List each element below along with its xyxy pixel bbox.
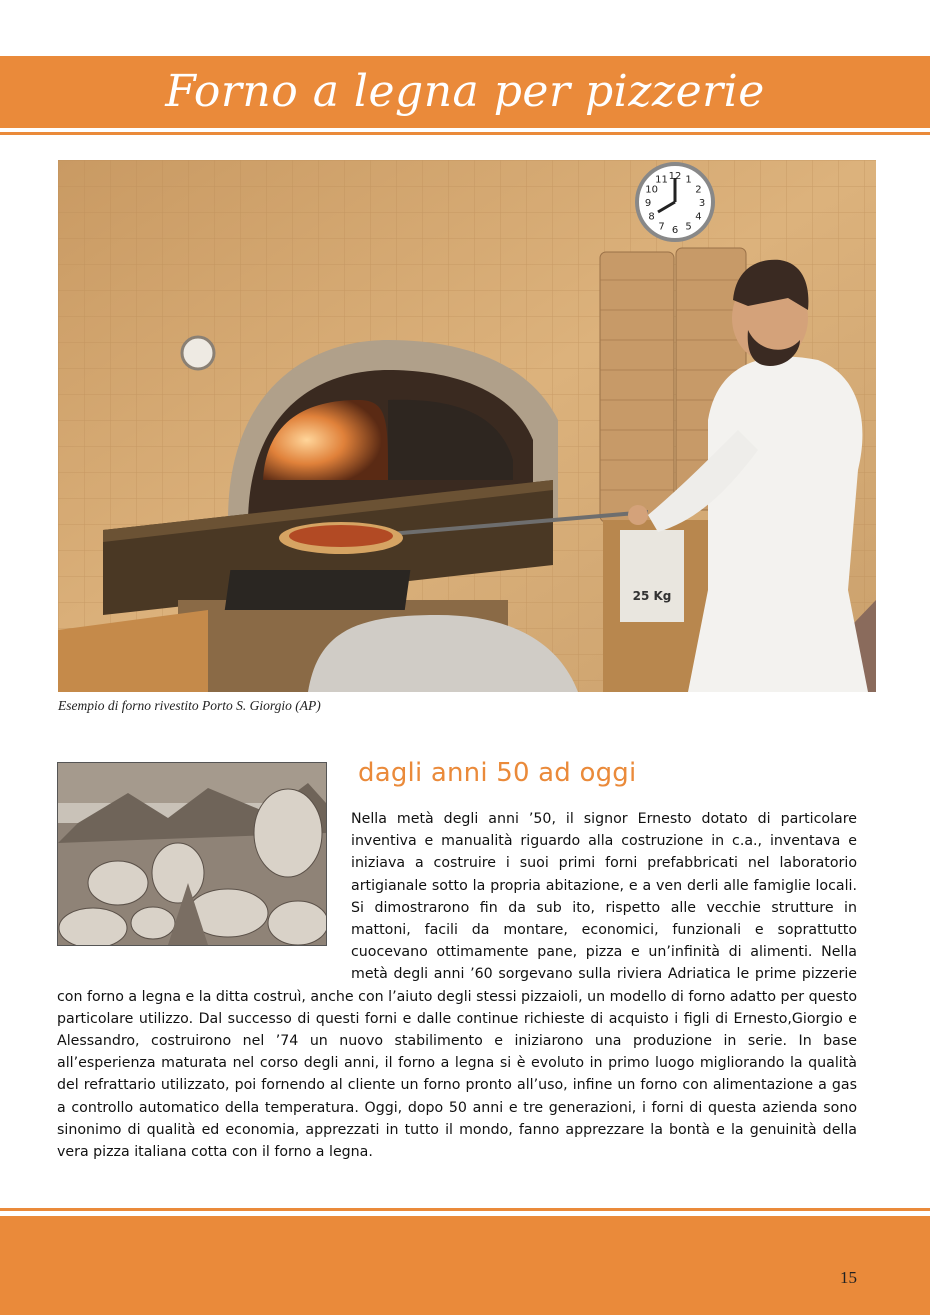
section-paragraph: Nella metà degli anni ’50, il signor Ernesto dotato di particolare inventiva e manualità riguardo alla costruzione in c.a., inventava e iniziava a costruire i suoi primi forni prefabbricati nel laboratorio artigianale sotto la propria abitazione, e a ven derli alle famiglie locali. Si dimostrarono fin da sub ito, rispetto alle vecchie strutture in mattoni, facili da montare, economici, funzionali e soprattutto cuocevano ottimamente pane, pizza e un’infinità di alimenti. Nella metà degli anni ’60 sorgevano sulla riviera Adriatica le prime pizzerie con forno a legna e la ditta costruì, anche con l’aiuto degli stessi pizzaioli, un modello di forno adatto per questo particolare utilizzo. Dal successo di questi forni e dalle continue richieste di acquisto i figli di Ernesto,Giorgio e Alessandro, costruirono nel ’74 un nuovo stabilimento e iniziarono una produzione in serie. In base all’esperienza maturata nel corso degli anni, il forno a legna si è evoluto in primo luogo migliorando la qualità del refrattario utilizzato, poi fornendo al cliente un forno pronto all’uso, infine un forno con alimentazione a gas a controllo automatico della temperatura. Oggi, dopo 50 anni e tre generazioni, i forni di questa azienda sono sinonimo di qualità ed economia, apprezzati in tutto il mondo, fanno apprezzare la bontà e la genuinità della vera pizza italiana cotta con il forno a legna. bbox=[57, 811, 857, 1161]
clock-number: 2 bbox=[695, 184, 702, 196]
pizza-oven-photo bbox=[58, 160, 876, 692]
clock-number: 12 bbox=[668, 171, 682, 182]
clock-number: 5 bbox=[685, 221, 692, 233]
footer-band bbox=[0, 1216, 930, 1315]
page-number: 15 bbox=[840, 1268, 857, 1287]
clock-number: 6 bbox=[671, 225, 679, 236]
float-spacer bbox=[57, 808, 351, 978]
clock-number: 3 bbox=[698, 198, 706, 209]
clock-number: 4 bbox=[695, 211, 702, 223]
clock-number: 11 bbox=[655, 174, 668, 186]
footer-rule bbox=[0, 1208, 930, 1211]
clock-number: 9 bbox=[644, 198, 652, 209]
clock-number: 1 bbox=[685, 174, 692, 186]
header-rule bbox=[0, 132, 930, 135]
clock-number: 8 bbox=[648, 211, 655, 223]
page-title: Forno a legna per pizzerie bbox=[165, 66, 765, 117]
clock-number: 7 bbox=[658, 221, 665, 233]
section-title: dagli anni 50 ad oggi bbox=[358, 758, 637, 788]
section-body bbox=[57, 808, 857, 1163]
photo-caption: Esempio di forno rivestito Porto S. Giorgio (AP) bbox=[58, 698, 321, 713]
clock-number: 10 bbox=[645, 184, 658, 196]
flour-bag-label: 25 Kg bbox=[632, 589, 672, 603]
